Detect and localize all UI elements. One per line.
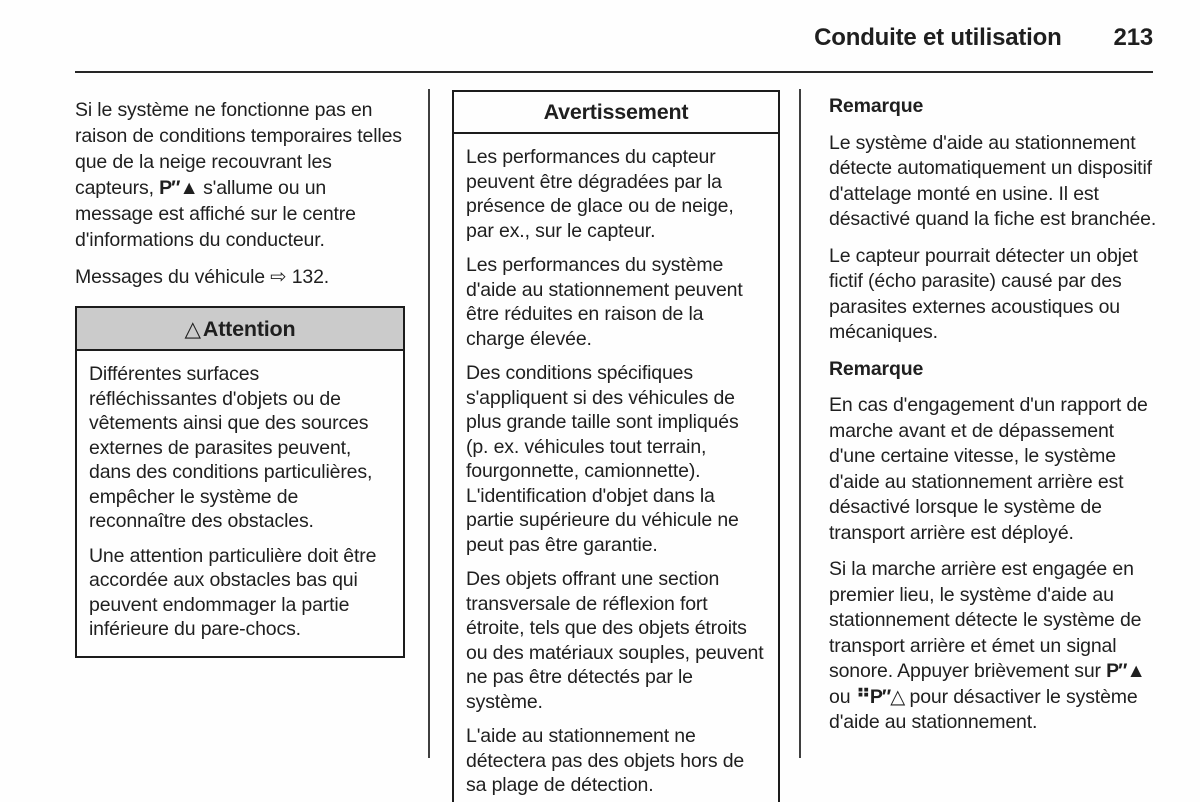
- final-text-before: Si la marche arrière est engagée en premier lieu, le système d'aide au stationnement détecte le système de transport arrière et émet un signal sonore. Appuyer brièvement sur: [829, 558, 1142, 682]
- park-assist-indicator-icon: P″▲: [159, 177, 198, 199]
- page-number: 213: [1113, 24, 1153, 51]
- note-heading: Remarque: [829, 357, 924, 380]
- warning-box-header: [454, 92, 778, 134]
- paragraph: Différentes surfaces réfléchissantes d'objets ou de vêtements ainsi que des sources externes de parasites peuvent, dans des conditions particulières, empêcher le système de reconnaître des obstacles.: [89, 363, 373, 532]
- intro-text-before: Si le système ne fonctionne pas en raison de conditions temporaires telles que de la neige recouvrant les capteurs,: [75, 99, 402, 199]
- header-rule: [75, 71, 1153, 73]
- paragraph: Les performances du système d'aide au stationnement peuvent être réduites en raison de la charge élevée.: [466, 254, 743, 350]
- intro-text-after: s'allume ou un message est affiché sur le centre d'informations du conducteur.: [75, 177, 356, 251]
- park-assist-indicator-icon: P″▲: [1106, 660, 1145, 682]
- paragraph-with-icons: [829, 557, 1159, 736]
- note-block: [829, 357, 1159, 736]
- right-column: [829, 94, 1159, 747]
- paragraph: L'aide au stationnement ne détectera pas des objets hors de sa plage de détection.: [466, 725, 745, 796]
- crossref-arrow-icon: ⇨: [270, 266, 287, 288]
- final-text-after: pour désactiver le système d'aide au stationnement.: [829, 685, 1138, 733]
- warning-box-body: [454, 134, 778, 802]
- column-divider-left: [428, 89, 430, 758]
- attention-box-header: [77, 308, 403, 351]
- warning-triangle-icon: △: [184, 317, 201, 341]
- left-column: [75, 97, 405, 658]
- paragraph: Une attention particulière doit être accordée aux obstacles bas qui peuvent endommager la partie inférieure du pare-chocs.: [89, 544, 377, 640]
- attention-box: [75, 306, 405, 658]
- note-block: [829, 94, 1159, 346]
- paragraph: Des objets offrant une section transversale de réflexion fort étroite, tels que des objets étroits ou des matériaux souples, peuvent ne pas être détectés par le système.: [466, 568, 764, 713]
- attention-box-body: [77, 351, 403, 656]
- touchscreen-park-assist-button-icon: ⠛P″△: [855, 685, 905, 708]
- intro-paragraph: [75, 97, 405, 253]
- page-header: [814, 24, 1153, 52]
- crossref-page: 132.: [286, 266, 330, 288]
- warning-box-title: Avertissement: [543, 100, 689, 124]
- paragraph: Les performances du capteur peuvent être dégradées par la présence de glace ou de neige, par ex., sur le capteur.: [466, 146, 734, 242]
- crossref-text: Messages du véhicule: [75, 266, 271, 288]
- section-title: Conduite et utilisation: [814, 24, 1062, 51]
- paragraph: En cas d'engagement d'un rapport de marche avant et de dépassement d'une certaine vitesse, le système d'aide au stationnement arrière est désactivé lorsque le système de transport arrière est déployé.: [829, 394, 1148, 544]
- crossref-line: [75, 264, 405, 290]
- paragraph: Le système d'aide au stationnement détecte automatiquement un dispositif d'attelage monté en usine. Il est désactivé quand la fiche est branchée.: [829, 131, 1157, 230]
- paragraph: Le capteur pourrait détecter un objet fictif (écho parasite) causé par des parasites externes acoustiques ou mécaniques.: [829, 244, 1138, 343]
- note-heading: Remarque: [829, 95, 924, 117]
- warning-box: [452, 90, 780, 802]
- attention-box-title: Attention: [202, 317, 296, 341]
- column-divider-right: [799, 89, 801, 758]
- paragraph: Des conditions spécifiques s'appliquent si des véhicules de plus grande taille sont impliqués (p. ex. véhicules tout terrain, fourgonnette, camionnette). L'identification d'objet dans la partie supérieure du véhicule ne peut pas être garantie.: [466, 362, 739, 556]
- final-text-between: ou: [829, 685, 856, 708]
